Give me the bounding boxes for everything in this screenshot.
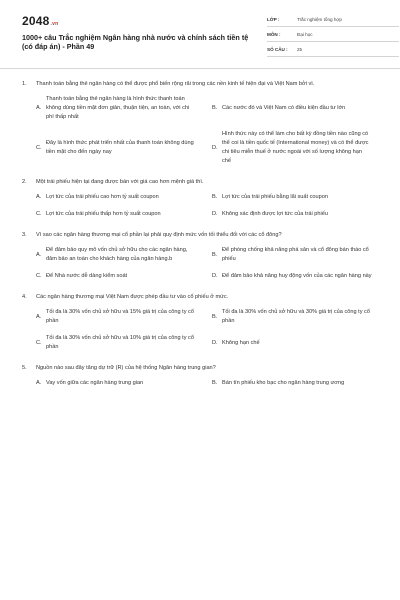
option-letter: B. (212, 380, 218, 386)
option-text: Để đảm bảo khả năng huy động vốn của các ngân hàng này (222, 273, 372, 279)
option-a[interactable] (36, 193, 202, 202)
meta-key: SỐ CÂU : (267, 46, 288, 52)
option-grid (22, 193, 378, 219)
option-text: Lợi tức của trái phiếu bằng lãi suất coupon (222, 194, 328, 200)
meta-key: MÔN : (267, 31, 281, 37)
option-c[interactable] (36, 130, 202, 166)
option-letter: A. (36, 105, 42, 111)
option-grid (22, 246, 378, 281)
option-text: Không xác định được lợi tức của trái phiếu (222, 211, 328, 217)
option-d[interactable] (212, 272, 378, 281)
logo-tld: .vn (50, 21, 59, 27)
meta-row-count (267, 42, 399, 57)
logo-text: 2048 (22, 14, 50, 28)
option-d[interactable] (212, 334, 378, 352)
option-letter: D. (212, 144, 218, 151)
meta-key: LỚP : (267, 16, 280, 22)
option-letter: C. (36, 144, 42, 151)
option-c[interactable] (36, 272, 202, 281)
option-text: Tối đa là 30% vốn chủ sở hữu và 15% giá trị của công ty cổ phần (46, 309, 194, 324)
option-b[interactable] (212, 95, 378, 122)
question-number: 5. (22, 365, 27, 371)
meta-info (267, 12, 399, 57)
option-c[interactable] (36, 334, 202, 352)
site-logo[interactable] (22, 14, 58, 28)
option-text: Lợi tức của trái phiếu cao hơn tỷ suất coupon (46, 194, 159, 200)
option-letter: D. (212, 211, 218, 217)
option-letter: C. (36, 273, 42, 279)
option-a[interactable] (36, 246, 202, 264)
option-b[interactable] (212, 193, 378, 202)
question-1 (22, 80, 378, 166)
option-text: Thanh toán bằng thẻ ngân hàng là hình thức thanh toán không dùng tiền mặt đơn giản, thuận tiện, an toàn, với chi phí thấp nhất (46, 96, 190, 120)
option-b[interactable] (212, 246, 378, 264)
option-letter: B. (212, 194, 218, 200)
question-2 (22, 178, 378, 219)
option-grid (22, 308, 378, 352)
question-4 (22, 293, 378, 352)
header (14, 0, 386, 64)
option-letter: C. (36, 339, 42, 346)
question-stem (22, 80, 378, 89)
option-text: Lợi tức của trái phiếu thấp hơn tỷ suất coupon (46, 211, 161, 217)
question-5 (22, 364, 378, 388)
option-a[interactable] (36, 379, 202, 388)
question-text: Nguồn nào sau đây tăng dự trữ (R) của hệ thống Ngân hàng trung gian? (36, 365, 216, 371)
question-number: 3. (22, 232, 27, 238)
header-divider (0, 68, 400, 69)
question-number: 4. (22, 294, 27, 300)
meta-value: Đại học (297, 31, 313, 37)
option-text: Bán tín phiếu kho bạc cho ngân hàng trung ương (222, 380, 345, 386)
question-text: Vì sao các ngân hàng thương mại cổ phần lại phải quy định mức vốn tối thiểu đối với các cổ đông? (36, 232, 282, 238)
option-letter: B. (212, 105, 218, 111)
option-text: Hình thức này có thể làm cho bất kỳ đồng tiền nào cũng có thể coi là tiền quốc tế (International money) và có thể được chi tiêu miễn thuế ở nước ngoài với số lượng không hạn chế (222, 131, 369, 164)
document-title: 1000+ câu Trắc nghiệm Ngân hàng nhà nước và chính sách tiền tệ (có đáp án) - Phần 49 (22, 33, 249, 51)
question-number: 1. (22, 81, 27, 87)
option-d[interactable] (212, 210, 378, 219)
option-letter: A. (36, 313, 42, 320)
option-letter: D. (212, 339, 218, 346)
option-grid (22, 379, 378, 388)
question-list (22, 80, 378, 400)
option-letter: C. (36, 211, 42, 217)
option-letter: B. (212, 251, 218, 258)
option-letter: B. (212, 313, 218, 320)
option-c[interactable] (36, 210, 202, 219)
option-b[interactable] (212, 308, 378, 326)
option-letter: A. (36, 251, 42, 258)
option-a[interactable] (36, 308, 202, 326)
question-stem (22, 293, 378, 302)
question-number: 2. (22, 179, 27, 185)
option-text: Để đảm bảo quy mô vốn chủ sở hữu cho các ngân hàng, đảm bảo an toàn cho khách hàng của ngân hàng.b (46, 247, 188, 262)
question-text: Thanh toán bằng thẻ ngân hàng có thể được phổ biến rộng rãi trong các nền kinh tế hiện đại và Việt Nam bởi vì. (36, 81, 315, 87)
option-a[interactable] (36, 95, 202, 122)
option-text: Vay vốn giữa các ngân hàng trung gian (46, 380, 144, 386)
option-text: Tối đa là 30% vốn chủ sở hữu và 10% giá trị của công ty cổ phần (46, 335, 194, 350)
option-text: Tối đa là 30% vốn chủ sở hữu và 30% giá trị của công ty cổ phần (222, 309, 370, 324)
question-stem (22, 231, 378, 240)
meta-row-class (267, 12, 399, 27)
option-text: Để Nhà nước dễ dàng kiểm soát (46, 273, 128, 279)
option-grid (22, 95, 378, 166)
meta-value: 25 (297, 46, 303, 52)
option-b[interactable] (212, 379, 378, 388)
option-text: Các nước đó và Việt Nam có điều kiện đầu tư lớn (222, 105, 346, 111)
option-text: Để phòng chống khả năng phá sản và cổ đông bán tháo cổ phiếu (222, 247, 369, 262)
question-text: Các ngân hàng thương mại Việt Nam được phép đầu tư vào cổ phiếu ở mức. (36, 294, 229, 300)
option-letter: A. (36, 194, 42, 200)
question-text: Một trái phiếu hiện tại đang được bán với giá cao hơn mệnh giá thì. (36, 179, 204, 185)
option-letter: D. (212, 273, 218, 279)
question-stem (22, 178, 378, 187)
option-d[interactable] (212, 130, 378, 166)
meta-value: Trắc nghiệm tổng hợp (297, 16, 342, 22)
meta-row-subject (267, 27, 399, 42)
option-text: Không hạn chế (222, 339, 260, 346)
option-letter: A. (36, 380, 42, 386)
question-stem (22, 364, 378, 373)
question-3 (22, 231, 378, 281)
option-text: Đây là hình thức phát triển nhất của thanh toán không dùng tiền mặt cho đến ngày nay (46, 140, 194, 155)
